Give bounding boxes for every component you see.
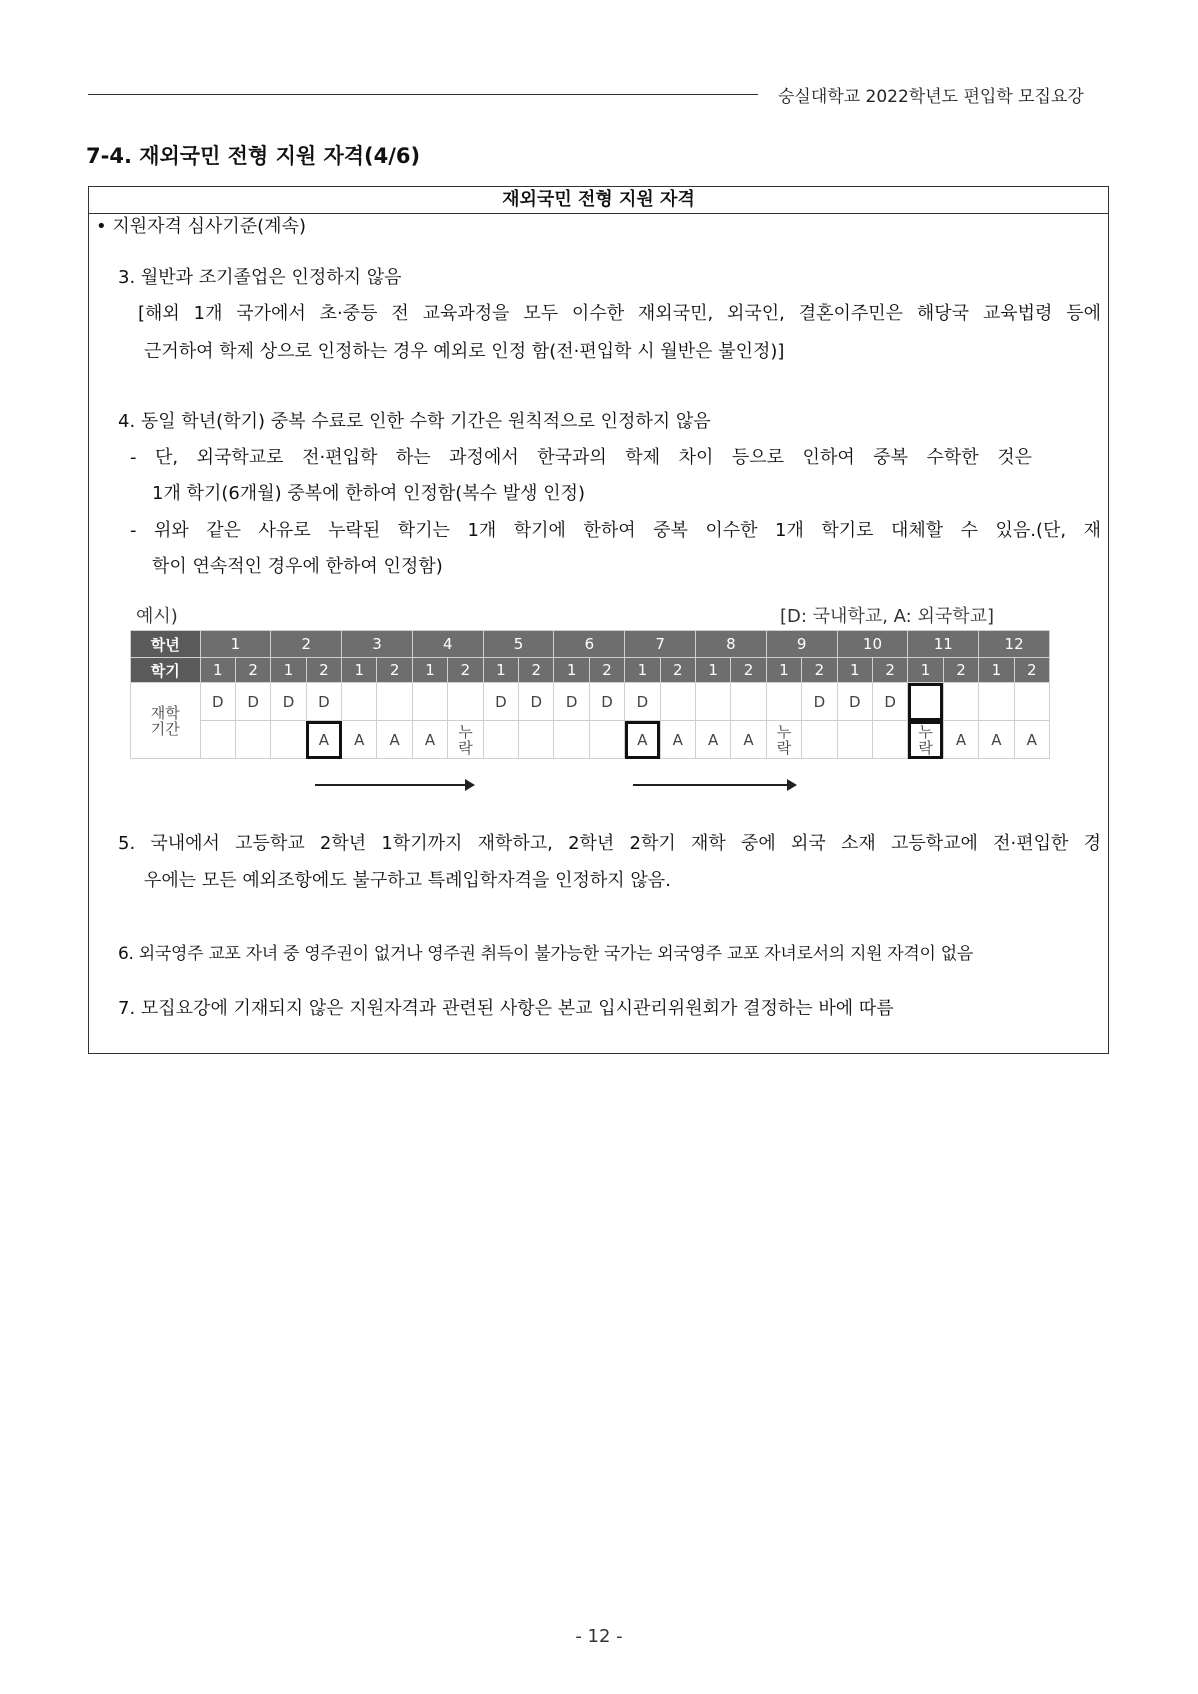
abroad-cell [519, 721, 554, 759]
domestic-cell [943, 683, 978, 721]
year-cell: 11 [908, 631, 979, 658]
semester-cell: 2 [660, 658, 695, 683]
abroad-cell: 누 락 [448, 721, 483, 759]
domestic-cell [979, 683, 1014, 721]
domestic-cell [731, 683, 766, 721]
abroad-cell: A [695, 721, 730, 759]
semester-cell: 2 [235, 658, 270, 683]
semester-cell: 2 [943, 658, 978, 683]
semester-cell: 1 [271, 658, 306, 683]
item3-title: 3. 월반과 조기졸업은 인정하지 않음 [118, 267, 402, 288]
domestic-cell [377, 683, 412, 721]
abroad-cell: A [1014, 721, 1049, 759]
abroad-cell [837, 721, 872, 759]
example-legend: [D: 국내학교, A: 외국학교] [780, 606, 995, 627]
domestic-cell: D [271, 683, 306, 721]
abroad-cell [235, 721, 270, 759]
year-cell: 4 [412, 631, 483, 658]
abroad-cell [483, 721, 518, 759]
section-title: 7-4. 재외국민 전형 지원 자격(4/6) [86, 144, 421, 168]
domestic-cell [1014, 683, 1049, 721]
semester-cell: 1 [837, 658, 872, 683]
domestic-cell: D [802, 683, 837, 721]
year-row-label: 학년 [131, 631, 201, 658]
header-rule [88, 94, 758, 95]
domestic-cell [766, 683, 801, 721]
semester-cell: 2 [519, 658, 554, 683]
domestic-cell: D [519, 683, 554, 721]
year-cell: 12 [979, 631, 1050, 658]
box-title: 재외국민 전형 지원 자격 [89, 187, 1108, 214]
abroad-cell: A [377, 721, 412, 759]
item4-sub1-line2: 1개 학기(6개월) 중복에 한하여 인정함(복수 발생 인정) [152, 483, 586, 504]
semester-cell: 2 [731, 658, 766, 683]
abroad-cell: A [943, 721, 978, 759]
semester-cell: 2 [306, 658, 341, 683]
semester-cell: 2 [377, 658, 412, 683]
domestic-cell: D [483, 683, 518, 721]
semester-cell: 2 [589, 658, 624, 683]
domestic-cell [448, 683, 483, 721]
period-row-label: 재학 기간 [131, 683, 201, 759]
abroad-cell: A [306, 721, 341, 759]
domestic-cell [342, 683, 377, 721]
domestic-cell: D [200, 683, 235, 721]
item5-line2: 우에는 모든 예외조항에도 불구하고 특례입학자격을 인정하지 않음. [144, 870, 671, 891]
item4-title: 4. 동일 학년(학기) 중복 수료로 인한 수학 기간은 원칙적으로 인정하지 않음 [118, 411, 711, 432]
abroad-cell [802, 721, 837, 759]
example-figure [130, 596, 1050, 796]
year-cell: 9 [766, 631, 837, 658]
semester-cell: 1 [342, 658, 377, 683]
abroad-cell: A [625, 721, 660, 759]
semester-cell: 1 [554, 658, 589, 683]
semester-cell: 1 [483, 658, 518, 683]
semester-cell: 1 [979, 658, 1014, 683]
abroad-cell: A [731, 721, 766, 759]
abroad-cell: 누 락 [766, 721, 801, 759]
semester-cell: 1 [412, 658, 447, 683]
year-cell: 1 [200, 631, 271, 658]
abroad-cell [200, 721, 235, 759]
abroad-cell: A [412, 721, 447, 759]
abroad-cell [271, 721, 306, 759]
semester-cell: 2 [872, 658, 907, 683]
semester-cell: 2 [802, 658, 837, 683]
arrow-2 [633, 784, 795, 786]
semester-row-label: 학기 [131, 658, 201, 683]
year-cell: 5 [483, 631, 554, 658]
year-cell: 10 [837, 631, 908, 658]
bullet-criteria: • 지원자격 심사기준(계속) [96, 216, 306, 237]
domestic-cell: D [872, 683, 907, 721]
header-text: 숭실대학교 2022학년도 편입학 모집요강 [778, 87, 1084, 107]
abroad-cell: 누 락 [908, 721, 943, 759]
domestic-cell: D [235, 683, 270, 721]
domestic-cell [412, 683, 447, 721]
semester-cell: 1 [200, 658, 235, 683]
abroad-cell [554, 721, 589, 759]
arrow-1 [315, 784, 473, 786]
abroad-cell: A [660, 721, 695, 759]
year-cell: 7 [625, 631, 696, 658]
item4-sub1-line1: - 단, 외국학교로 전·편입학 하는 과정에서 한국과의 학제 차이 등으로 인하여 중복 수학한 것은 [130, 447, 1032, 468]
domestic-cell [908, 683, 943, 721]
item7-text: 7. 모집요강에 기재되지 않은 지원자격과 관련된 사항은 본교 입시관리위원회가 결정하는 바에 따름 [118, 998, 894, 1019]
abroad-cell [872, 721, 907, 759]
page-number: - 12 - [575, 1626, 623, 1647]
item4-sub2-line2: 학이 연속적인 경우에 한하여 인정함) [152, 556, 443, 577]
abroad-cell: A [979, 721, 1014, 759]
domestic-cell: D [589, 683, 624, 721]
schedule-table [130, 630, 1050, 759]
item6-text: 6. 외국영주 교포 자녀 중 영주권이 없거나 영주권 취득이 불가능한 국가는 외국영주 교포 자녀로서의 지원 자격이 없음 [118, 944, 974, 964]
abroad-cell [589, 721, 624, 759]
semester-cell: 2 [448, 658, 483, 683]
domestic-cell: D [625, 683, 660, 721]
item4-sub2-line1: - 위와 같은 사유로 누락된 학기는 1개 학기에 한하여 중복 이수한 1개 학기로 대체할 수 있음.(단, 재 [130, 520, 1101, 541]
semester-cell: 2 [1014, 658, 1049, 683]
year-cell: 6 [554, 631, 625, 658]
semester-cell: 1 [695, 658, 730, 683]
semester-cell: 1 [625, 658, 660, 683]
year-cell: 3 [342, 631, 413, 658]
domestic-cell: D [306, 683, 341, 721]
semester-cell: 1 [766, 658, 801, 683]
example-label: 예시) [136, 606, 178, 627]
item3-line1: [해외 1개 국가에서 초·중등 전 교육과정을 모두 이수한 재외국민, 외국인, 결혼이주민은 해당국 교육법령 등에 [138, 303, 1101, 324]
item3-line2: 근거하여 학제 상으로 인정하는 경우 예외로 인정 함(전·편입학 시 월반은 불인정)] [144, 341, 785, 362]
abroad-cell: A [342, 721, 377, 759]
domestic-cell [660, 683, 695, 721]
year-cell: 8 [695, 631, 766, 658]
semester-cell: 1 [908, 658, 943, 683]
domestic-cell: D [837, 683, 872, 721]
domestic-cell: D [554, 683, 589, 721]
year-cell: 2 [271, 631, 342, 658]
domestic-cell [695, 683, 730, 721]
item5-line1: 5. 국내에서 고등학교 2학년 1학기까지 재학하고, 2학년 2학기 재학 중에 외국 소재 고등학교에 전·편입한 경 [118, 833, 1101, 854]
